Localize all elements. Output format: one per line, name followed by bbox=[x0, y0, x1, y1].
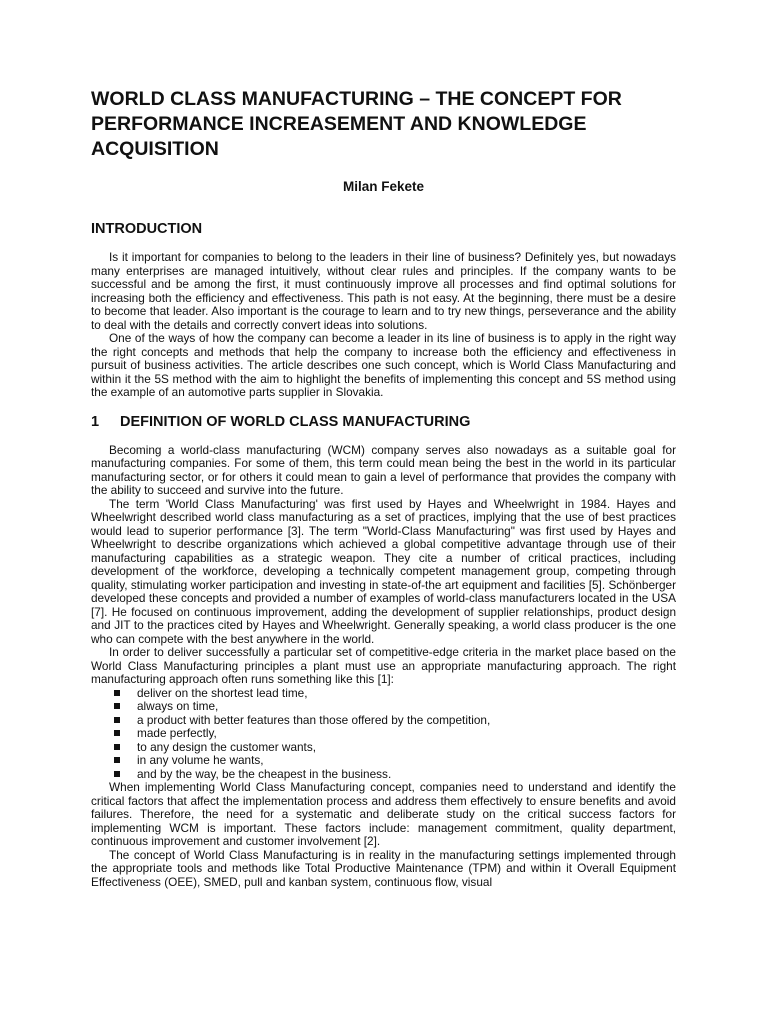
body-paragraph: The term 'World Class Manufacturing' was first used by Hayes and Wheelwright in 1984. Hayes and Wheelwright described world class manufacturing as a set of practices, implying that the use of best practices would lead to superior performance [3]. The term "World-Class Manufacturing" was first used by Hayes and Wheelwright to describe organizations which achieved a global competitive advantage through use of their manufacturing capabilities as a strategic weapon. They cite a number of critical practices, including development of the workforce, developing a technically competent management group, competing through quality, stimulating worker participation and investing in state-of-the art equipment and facilities [5]. Schönberger developed these concepts and provided a number of examples of world-class manufacturers located in the USA [7]. He focused on continuous improvement, adding the development of supplier relationships, product design and JIT to the practices cited by Hayes and Wheelwright. Generally speaking, a world class producer is the one who can compete with the best anywhere in the world. bbox=[91, 496, 676, 646]
body-paragraph: Becoming a world-class manufacturing (WCM) company serves also nowadays as a suitable goal for manufacturing companies. For some of them, this term could mean being the best in the world in its particular manufacturing sector, or for others it could mean to gain a level of performance that provides the company with the ability to succeed and survive into the future. bbox=[91, 442, 676, 497]
intro-paragraph: Is it important for companies to belong to the leaders in their line of business? Definitely yes, but nowadays many enterprises are managed intuitively, without clear rules and principles. If the company wants to be successful and be among the first, it must continuously improve all processes and find optimal solutions for increasing both the efficiency and effectiveness. This path is not easy. At the beginning, there must be a desire to become that leader. Also important is the courage to learn and to try new things, perseverance and the ability to deal with the details and correctly convert ideas into solutions. bbox=[91, 250, 676, 332]
body-paragraph: In order to deliver successfully a particular set of competitive-edge criteria in the market place based on the World Class Manufacturing principles a plant must use an appropriate manufacturing approach. The right manufacturing approach often runs something like this [1]: bbox=[91, 645, 676, 686]
square-bullet-icon bbox=[114, 690, 120, 696]
list-item: deliver on the shortest lead time, bbox=[91, 687, 676, 701]
body-paragraph: The concept of World Class Manufacturing is in reality in the manufacturing settings implemented through the appropriate tools and methods like Total Productive Maintenance (TPM) and within it Overall Equipment Effectiveness (OEE), SMED, pull and kanban system, continuous flow, visual bbox=[91, 847, 676, 889]
section-number: 1 bbox=[91, 413, 100, 430]
intro-paragraph: One of the ways of how the company can become a leader in its line of business is to apply in the right way the right concepts and methods that help the company to increase both the efficiency and effectiveness in pursuit of business activities. The article describes one such concept, which is World Class Manufacturing and within it the 5S method with the aim to highlight the benefits of implementing this concept and 5S method using the example of an automotive parts supplier in Slovakia. bbox=[91, 331, 676, 399]
square-bullet-icon bbox=[114, 703, 120, 709]
list-item: made perfectly, bbox=[91, 727, 676, 741]
section-1-body bbox=[91, 444, 676, 890]
list-item: to any design the customer wants, bbox=[91, 741, 676, 755]
approach-bullet-list bbox=[91, 687, 676, 782]
list-item: always on time, bbox=[91, 700, 676, 714]
square-bullet-icon bbox=[114, 744, 120, 750]
list-item: a product with better features than those offered by the competition, bbox=[91, 714, 676, 728]
square-bullet-icon bbox=[114, 757, 120, 763]
author-name: Milan Fekete bbox=[342, 179, 425, 194]
paper-title: WORLD CLASS MANUFACTURING – THE CONCEPT FOR PERFORMANCE INCREASEMENT AND KNOWLEDGE ACQUISITION bbox=[91, 88, 622, 160]
section-title: DEFINITION OF WORLD CLASS MANUFACTURING bbox=[120, 413, 471, 430]
introduction-heading: INTRODUCTION bbox=[91, 221, 203, 237]
square-bullet-icon bbox=[114, 771, 120, 777]
square-bullet-icon bbox=[114, 717, 120, 723]
list-item: and by the way, be the cheapest in the business. bbox=[91, 768, 676, 782]
body-paragraph: When implementing World Class Manufacturing concept, companies need to understand and identify the critical factors that affect the implementation process and address them effectively to ensure benefits and avoid failures. Therefore, the need for a systematic and deliberate study on the critical success factors for implementing WCM is important. These factors include: management commitment, quality department, continuous improvement and customer involvement [2]. bbox=[91, 780, 676, 848]
introduction-body bbox=[91, 251, 676, 400]
square-bullet-icon bbox=[114, 730, 120, 736]
section-1-heading bbox=[91, 414, 676, 430]
list-item: in any volume he wants, bbox=[91, 754, 676, 768]
